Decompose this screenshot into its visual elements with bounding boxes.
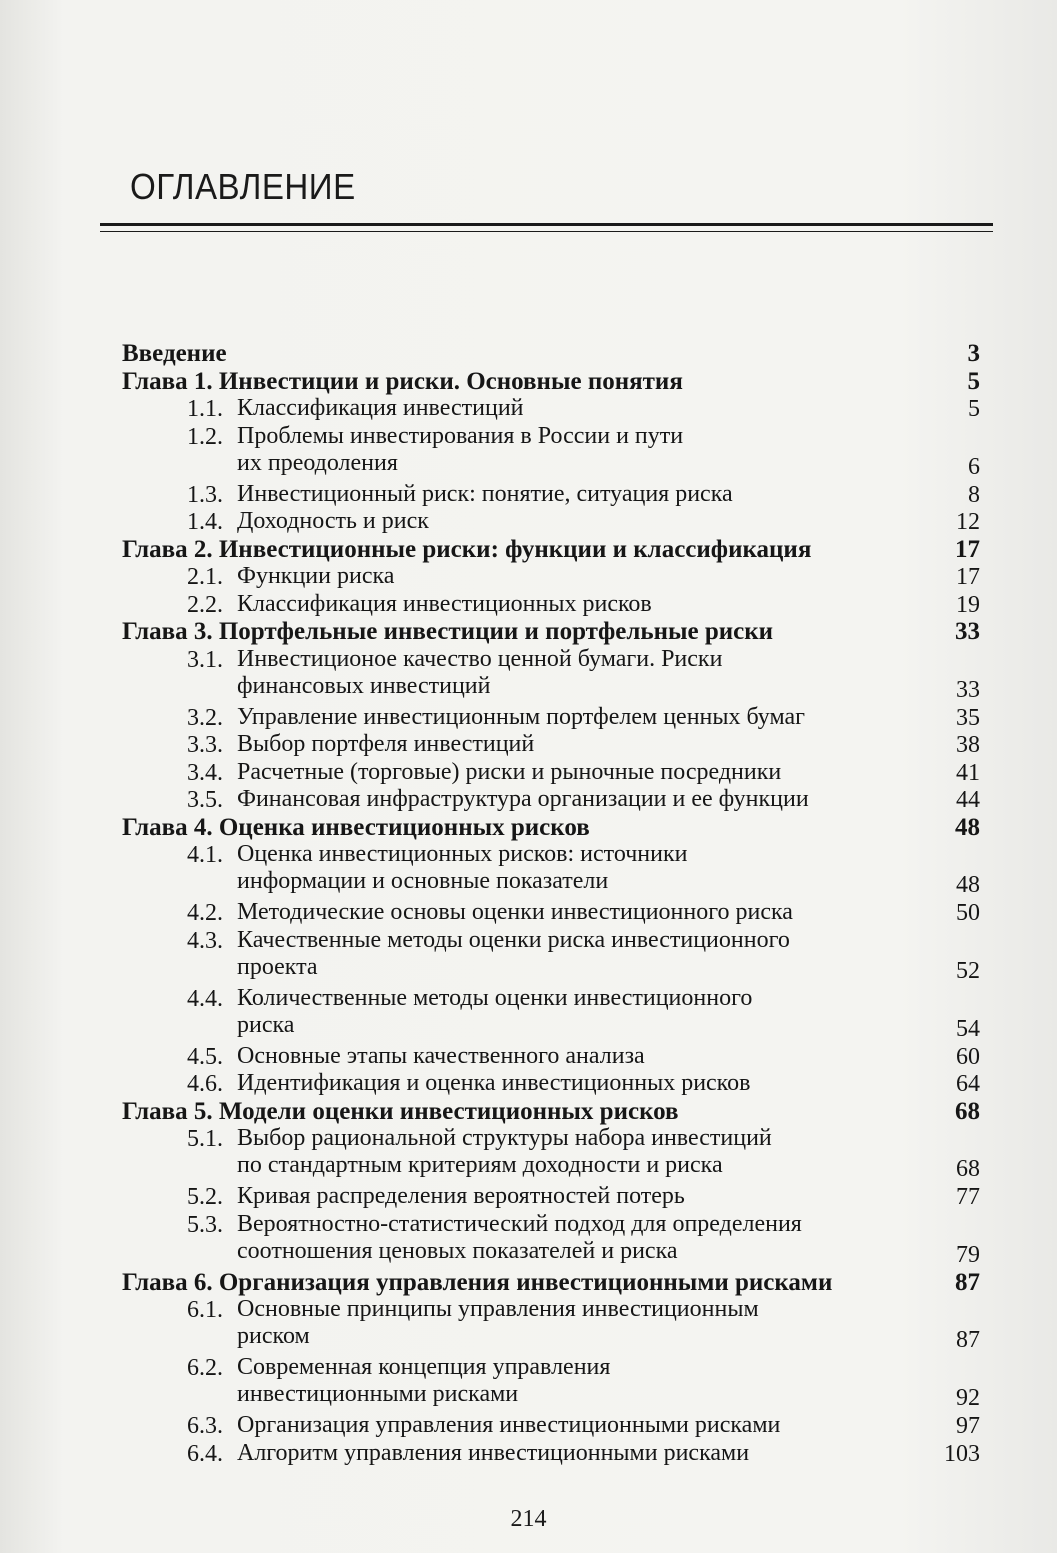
toc-section-title: Функции риска xyxy=(237,563,395,589)
toc-section-title: Методические основы оценки инвестиционного риска xyxy=(237,899,793,925)
toc-section-title: Основные принципы управления инвестиционным риском xyxy=(237,1296,759,1349)
toc-page-number: 77 xyxy=(956,1184,980,1210)
toc-section-title: Доходность и риск xyxy=(237,508,429,534)
toc-section-number: 1.4. xyxy=(187,509,223,535)
toc-page-number: 12 xyxy=(956,509,980,535)
toc-page-number: 44 xyxy=(956,787,980,813)
toc-section-number: 1.2. xyxy=(187,423,223,450)
toc-section-title: Управление инвестиционным портфелем ценных бумаг xyxy=(237,703,806,730)
toc-section-title: Инвестиционный риск: понятие, ситуация риска xyxy=(237,480,733,507)
toc-page-number: 60 xyxy=(956,1043,980,1070)
toc-section-title: Выбор портфеля инвестиций xyxy=(237,731,535,757)
toc-section-title: Финансовая инфраструктура организации и ее функции xyxy=(237,786,809,812)
toc-page-number: 68 xyxy=(955,1097,980,1125)
toc-section-number: 3.5. xyxy=(187,787,223,813)
toc-page-number: 19 xyxy=(956,591,980,618)
toc-chapter-title: Глава 1. Инвестиции и риски. Основные понятия xyxy=(122,367,683,395)
toc-page-number: 64 xyxy=(956,1071,980,1097)
toc-section-number: 3.4. xyxy=(187,759,223,786)
toc-section-title: Выбор рациональной структуры набора инвестиций по стандартным критериям доходности и риска xyxy=(237,1125,772,1178)
toc-page-number: 33 xyxy=(955,618,980,645)
toc-page-number: 8 xyxy=(968,481,980,508)
toc-page-number: 68 xyxy=(956,1156,980,1182)
toc-section-title: Проблемы инвестирования в России и пути их преодоления xyxy=(237,422,684,476)
toc-section-number: 3.3. xyxy=(187,732,223,758)
toc-section-title: Кривая распределения вероятностей потерь xyxy=(237,1183,685,1209)
toc-page-number: 92 xyxy=(956,1385,980,1411)
toc-chapter-title: Глава 4. Оценка инвестиционных рисков xyxy=(122,813,590,841)
toc-section-number: 4.1. xyxy=(187,842,223,868)
toc-section-title: Алгоритм управления инвестиционными рисками xyxy=(237,1439,750,1466)
toc-page-number: 52 xyxy=(956,957,980,984)
toc-page-number: 33 xyxy=(956,676,980,703)
toc-section-number: 6.1. xyxy=(187,1297,223,1323)
toc-page-number: 87 xyxy=(955,1268,980,1296)
toc-section-number: 1.3. xyxy=(187,481,223,508)
toc-section-number: 2.1. xyxy=(187,564,223,590)
toc-page-number: 79 xyxy=(956,1241,980,1268)
toc-page-number: 87 xyxy=(956,1327,980,1353)
toc-page-number: 17 xyxy=(956,564,980,590)
toc-section-title: Количественные методы оценки инвестиционного риска xyxy=(237,984,753,1038)
page-number: 214 xyxy=(510,1506,547,1532)
toc-page-number: 103 xyxy=(944,1440,980,1467)
toc-page-number: 48 xyxy=(956,872,980,898)
title-rule xyxy=(100,223,993,226)
toc-section-title: Расчетные (торговые) риски и рыночные посредники xyxy=(237,758,782,785)
toc-section-title: Классификация инвестиционных рисков xyxy=(237,590,652,617)
toc-section-number: 5.3. xyxy=(187,1211,223,1238)
toc-section-number: 6.2. xyxy=(187,1355,223,1381)
toc-section-title: Инвестиционое качество ценной бумаги. Риски финансовых инвестиций xyxy=(237,645,723,699)
toc-chapter-title: Глава 6. Организация управления инвестиционными рисками xyxy=(122,1268,833,1296)
toc-section-number: 4.6. xyxy=(187,1071,223,1097)
toc-section-number: 1.1. xyxy=(187,396,223,422)
toc-section-title: Вероятностно-статистический подход для определения соотношения ценовых показателей и риска xyxy=(237,1210,802,1264)
toc-chapter-title: Введение xyxy=(122,340,227,367)
toc-section-number: 4.4. xyxy=(187,985,223,1012)
toc-chapter-title: Глава 5. Модели оценки инвестиционных рисков xyxy=(122,1097,679,1125)
toc-page-number: 5 xyxy=(967,367,980,395)
toc-section-title: Идентификация и оценка инвестиционных рисков xyxy=(237,1070,751,1096)
toc-section-number: 3.2. xyxy=(187,704,223,731)
toc-section-number: 4.3. xyxy=(187,927,223,954)
toc-section-title: Современная концепция управления инвестиционными рисками xyxy=(237,1354,611,1407)
toc-chapter-title: Глава 2. Инвестиционные риски: функции и классификация xyxy=(122,535,812,563)
toc-section-title: Организация управления инвестиционными рисками xyxy=(237,1412,781,1438)
toc-section-number: 5.2. xyxy=(187,1184,223,1210)
toc-chapter-title: Глава 3. Портфельные инвестиции и портфельные риски xyxy=(122,618,774,645)
toc-section-title: Основные этапы качественного анализа xyxy=(237,1042,645,1069)
toc-page-number: 5 xyxy=(968,396,980,422)
toc-section-number: 6.3. xyxy=(187,1413,223,1439)
toc-page-number: 38 xyxy=(956,732,980,758)
toc-page-number: 6 xyxy=(968,453,980,480)
toc-page-number: 54 xyxy=(956,1015,980,1042)
toc-page-number: 97 xyxy=(956,1413,980,1439)
toc-section-title: Оценка инвестиционных рисков: источники информации и основные показатели xyxy=(237,841,688,894)
toc-page-number: 48 xyxy=(955,813,980,841)
page-title: ОГЛАВЛЕНИЕ xyxy=(130,166,356,207)
toc-page-number: 41 xyxy=(956,759,980,786)
title-rule-thin xyxy=(100,231,993,232)
toc-section-number: 6.4. xyxy=(187,1440,223,1467)
toc-page-number: 35 xyxy=(956,704,980,731)
toc-section-number: 2.2. xyxy=(187,591,223,618)
toc-section-number: 5.1. xyxy=(187,1126,223,1152)
toc-section-title: Классификация инвестиций xyxy=(237,395,524,421)
toc-page-number: 17 xyxy=(955,535,980,563)
toc-section-title: Качественные методы оценки риска инвестиционного проекта xyxy=(237,926,790,980)
toc-page-number: 50 xyxy=(956,900,980,926)
toc-section-number: 4.2. xyxy=(187,900,223,926)
toc-section-number: 3.1. xyxy=(187,646,223,673)
toc-page-number: 3 xyxy=(967,340,980,367)
toc-section-number: 4.5. xyxy=(187,1043,223,1070)
